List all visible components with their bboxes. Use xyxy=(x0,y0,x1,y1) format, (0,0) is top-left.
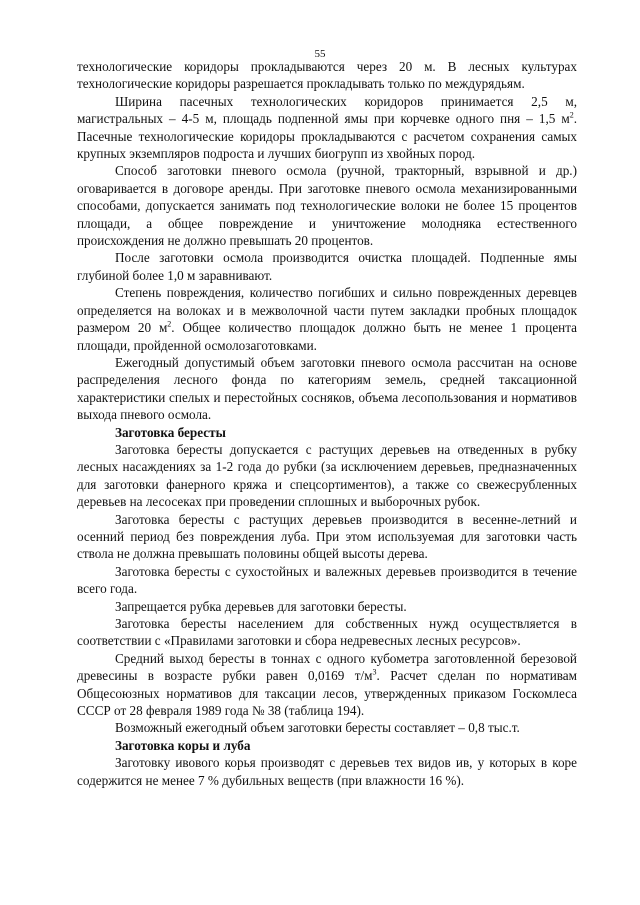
superscript: 3 xyxy=(372,667,377,677)
paragraph-7: Заготовка бересты допускается с растущих деревьев на отведенных в рубку лесных насаждениях за 1-2 года до рубки (за исключением деревьев, предназначенных для заготовки фанерного кряжа и спецсортиментов), а также со свежесрубленных деревьев на лесосеках при проведении сплошных и выборочных рубок. xyxy=(77,441,577,510)
paragraph-5: Степень повреждения, количество погибших и сильно поврежденных деревцев определяется на волоках и в межволочной части путем закладки пробных площадок размером 20 $м^2$. Общее количество площадок должно быть не менее 1 процента площади, пройденной осмолозаготовками. xyxy=(77,285,578,353)
paragraph-8: Заготовка бересты с растущих деревьев производится в весенне-летний и осенний период без повреждения луба. При этом используемая для заготовки часть ствола не должна превышать половины общей высоты дерева. xyxy=(77,511,577,562)
paragraph-3: Способ заготовки пневого осмола (ручной, тракторный, взрывной и др.) оговаривается в договоре аренды. При заготовке пневого осмола механизированными способами, допускается занимать под технологические волоки не более 15 процентов площади, а общее повреждение и уничтожение молодняка естественного происхождения не должно превышать 20 процентов. xyxy=(77,163,577,249)
paragraph-9: Заготовка бересты с сухостойных и валежных деревьев производится в течение всего года. xyxy=(77,563,577,597)
paragraph-2: Ширина пасечных технологических коридоров принимается 2,5 м, магистральных – 4-5 м, площадь подпенной ямы при корчевке одного пня – 1,5 $м^2$. Пасечные технологические коридоры прокладываются с расчетом сохранения самых крупных экземпляров подроста и лучших биогрупп из хвойных пород. xyxy=(77,93,577,162)
page-number: 55 xyxy=(314,48,326,60)
document-body xyxy=(77,58,577,789)
section-heading-bark-bast: Заготовка коры и луба xyxy=(115,737,251,753)
paragraph-12: Средний выход бересты в тоннах с одного кубометра заготовленной березовой древесины в возрасте рубки равен 0,0169 $т/м^3$. Расчет сделан по нормативам Общесоюзных нормативов для таксации лесов, утвержденных приказом Госкомлеса СССР от 28 февраля 1989 года № 38 (таблица 194). xyxy=(77,650,578,719)
section-heading-bark: Заготовка бересты xyxy=(115,424,226,440)
paragraph-10: Запрещается рубка деревьев для заготовки бересты. xyxy=(115,598,407,614)
paragraph-6: Ежегодный допустимый объем заготовки пневого осмола рассчитан на основе распределения лесного фонда по категориям земель, средней таксационной характеристики спелых и перестойных сосняков, объема лесопользования и нормативов выхода пневого осмола. xyxy=(77,354,577,423)
superscript: 2 xyxy=(167,319,172,329)
paragraph-4: После заготовки осмола производится очистка площадей. Подпенные ямы глубиной более 1,0 м заравнивают. xyxy=(77,250,577,283)
paragraph-13: Возможный ежегодный объем заготовки бересты составляет – 0,8 тыс.т. xyxy=(115,720,520,736)
paragraph-1: технологические коридоры прокладываются через 20 м. В лесных культурах технологические коридоры разрешается прокладывать только по междурядьям. xyxy=(77,59,577,92)
paragraph-14: Заготовку ивового корья производят с деревьев тех видов ив, у которых в коре содержится не менее 7 % дубильных веществ (при влажности 16 %). xyxy=(77,755,577,788)
superscript: 2 xyxy=(569,110,574,120)
paragraph-11: Заготовка бересты населением для собственных нужд осуществляется в соответствии с «Правилами заготовки и сбора недревесных лесных ресурсов». xyxy=(77,616,577,649)
